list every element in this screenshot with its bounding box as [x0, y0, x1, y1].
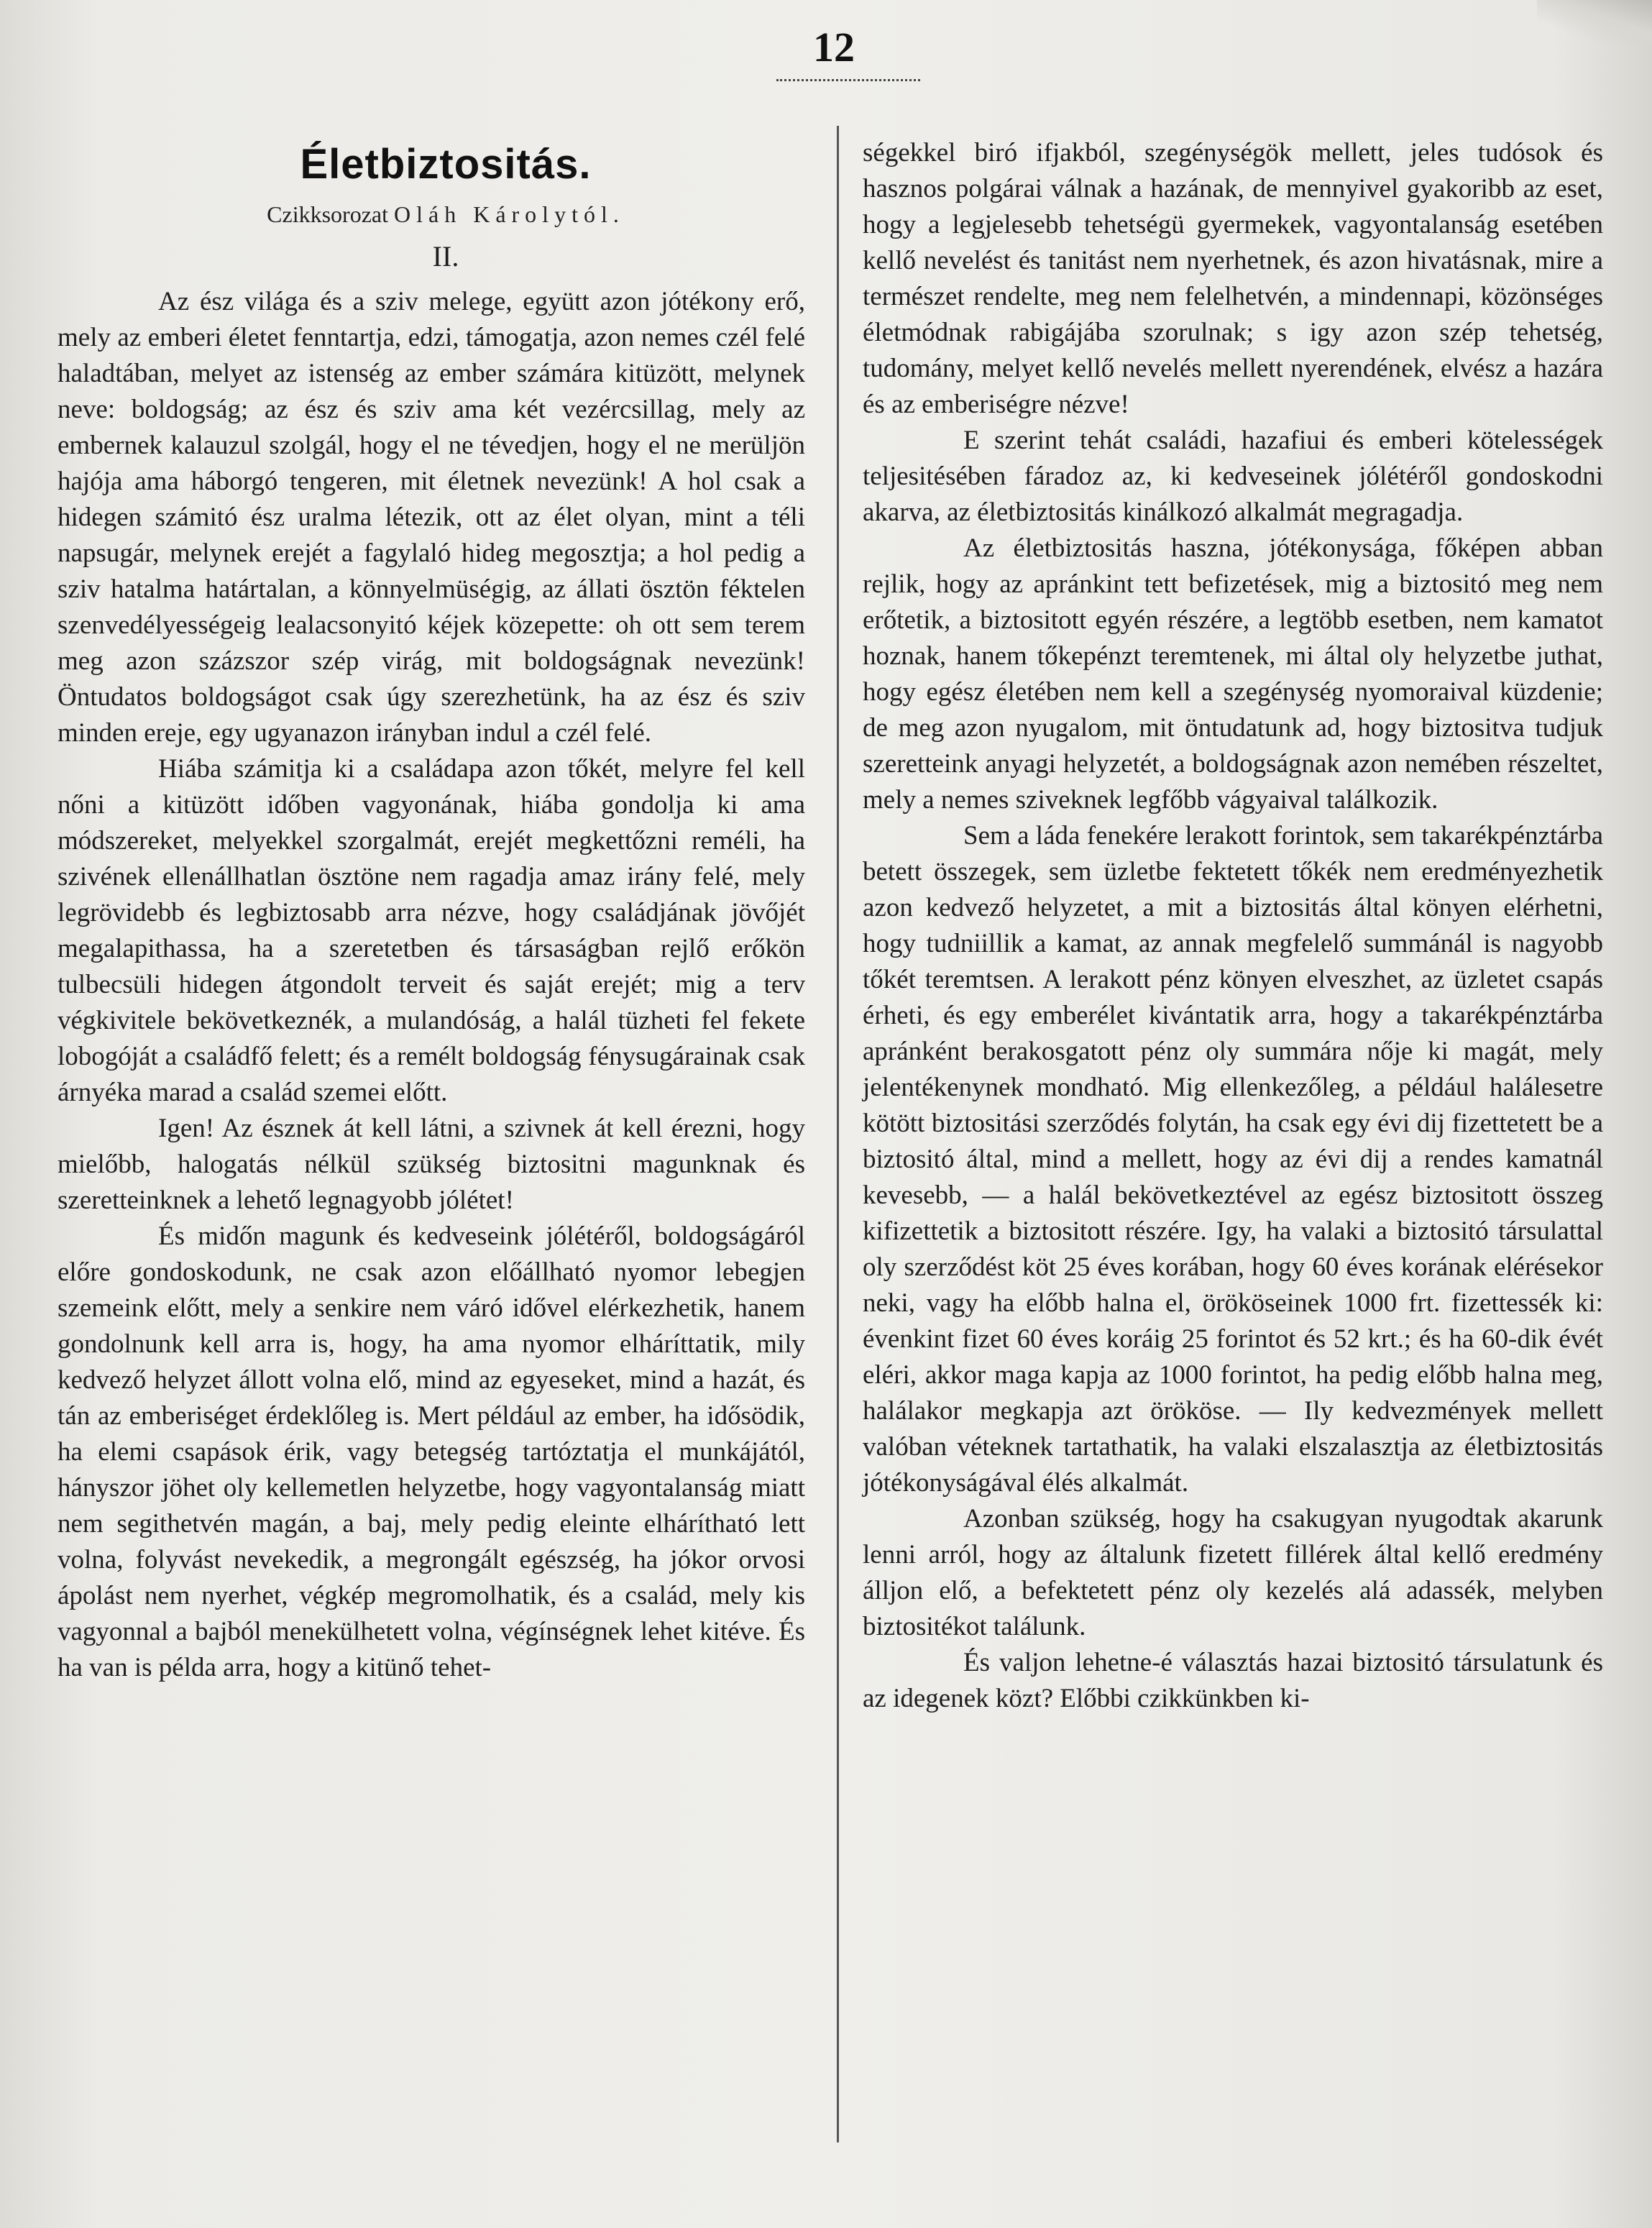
page-corner-fold	[1537, 0, 1652, 43]
column-divider	[837, 126, 839, 2142]
left-column	[58, 284, 805, 1686]
right-column	[863, 135, 1603, 1717]
paragraph: És valjon lehetne-é választás hazai biztositó társulatunk és az idegenek közt? Előbbi czikkünkben ki-	[863, 1648, 1603, 1713]
subtitle-prefix: Czikksorozat	[267, 201, 388, 227]
paragraph: ségekkel biró ifjakból, szegénységök mellett, jeles tudósok és hasznos polgárai válnak a hazának, de mennyivel gyakoribb az eset, hogy a legjelesebb tehetségü gyermekek, vagyontalanság esetében kellő nevelést és tanitást nem nyerhetnek, és azon hivatásnak, mire a természet rendelte, meg nem felelhetvén, a mindennapi, közönséges életmódnak rabigájába szorulnak; s igy azon szép tehetség, tudomány, melyet kellő nevelés mellett nyerendének, elvész a hazára és az emberiségre nézve!	[863, 138, 1603, 419]
page-number-ornament	[776, 70, 920, 81]
section-number: II.	[432, 240, 459, 272]
paragraph: Igen! Az észnek át kell látni, a szivnek át kell érezni, hogy mielőbb, halogatás nélkül szükség biztositni magunknak és szeretteinknek a lehető legnagyobb jólétet!	[58, 1114, 805, 1215]
page-number: 12	[813, 24, 855, 70]
paragraph: És midőn magunk és kedveseink jólétéről, boldogságáról előre gondoskodunk, ne csak azon előállható nyomor lebegjen szemeink előtt, mely a senkire nem váró idővel elérkezhetik, hanem gondolnunk kell arra is, hogy, ha ama nyomor elháríttatik, mily kedvező helyzet állott volna elő, mind az egyeseket, mind a hazát, és tán az emberiséget érdeklőleg is. Mert például az ember, ha idősödik, ha elemi csapások érik, vagy betegség tartóztatja el munkájától, hányszor jöhet oly kellemetlen helyzetbe, hogy vagyontalanság miatt nem segithetvén magán, a baj, mely pedig eleinte elhárítható lett volna, folyvást nevekedik, a megrongált egészség, ha jókor orvosi ápolást nem nyerhet, végkép megromolhatik, és a család, mely kis vagyonnal a bajból menekülhetett volna, végínségnek lehet kitéve. És ha van is példa arra, hogy a kitünő tehet-	[58, 1221, 805, 1682]
paragraph: E szerint tehát családi, hazafiui és emberi kötelességek teljesitésében fáradoz az, ki kedveseinek jólétéről gondoskodni akarva, az életbiztositás kinálkozó alkalmát megragadja.	[863, 426, 1603, 527]
article-title: Életbiztositás.	[300, 141, 592, 188]
paragraph: Az ész világa és a sziv melege, együtt azon jótékony erő, mely az emberi életet fenntartja, edzi, támogatja, azon nemes czél felé haladtában, melyet az istenség az ember számára kitüzött, melynek neve: boldogság; az ész és sziv ama két vezércsillag, mely az embernek kalauzul szolgál, hogy el ne tévedjen, hogy el ne merüljön hajója ama háborgó tengeren, mit életnek nevezünk! A hol csak a hidegen számitó ész uralma létezik, ott az élet olyan, mint a téli napsugár, melynek erejét a fagylaló hideg megosztja; a hol pedig a sziv hatalma határtalan, a könnyelmüségig, az állati ösztön féktelen szenvedélyességeig lealacsonyitó kéjek közepette: oh ott sem terem meg azon százszor szép virág, mit boldogságnak nevezünk! Öntudatos boldogságot csak úgy szerezhetünk, ha az ész és sziv minden ereje, egy ugyanazon irányban indul a czél felé.	[58, 287, 805, 748]
article-author: Oláh Károlytól.	[394, 201, 625, 227]
paragraph: Az életbiztositás haszna, jótékonysága, főképen abban rejlik, hogy az apránkint tett befizetések, mig a biztositó meg nem erőtetik, a biztositott egyén részére, a legtöbb esetben, nem kamatot hoznak, hanem tőkepénzt teremtenek, mi által oly helyzetbe juthat, hogy egész életében nem kell a szegénység nyomoraival küzdenie; de meg azon nyugalom, mit öntudatunk ad, hogy biztositva tudjuk szeretteink anyagi helyzetét, a boldogságnak azon nemében részeltet, mely a nemes sziveknek legfőbb vágyaival találkozik.	[863, 533, 1603, 815]
article-subtitle	[237, 201, 654, 228]
paragraph: Sem a láda fenekére lerakott forintok, sem takarékpénztárba betett összegek, sem üzletbe fektetett tőkék nem eredményezhetik azon kedvező helyzetet, a mit a biztositás által könyen elérhetni, hogy tudniillik a kamat, az annak megfelelő summánál is nagyobb tőkét teremtsen. A lerakott pénz könyen elveszhet, az üzletet csapás érheti, és egy emberélet kivántatik arra, hogy a takarékpénztárba apránként berakosgatott pénz oly summára nője ki magát, mely jelentékenynek mondható. Mig ellenkezőleg, a például halálesetre kötött biztositási szerződés folytán, ha csak egy évi dij fizettetett be a biztositó által, mind a mellett, hogy az évi dij a rendes kamatnál kevesebb, — a halál bekövetkeztével az egész biztositott összeg kifizettetik a biztositott részére. Igy, ha valaki a biztositó társulattal oly szerződést köt 25 éves korában, hogy 60 éves korának elérésekor neki, vagy ha előbb halna el, örököseinek 1000 frt. fizettessék ki: évenkint fizet 60 éves koráig 25 forintot és 52 krt.; és ha 60-dik évét eléri, akkor maga kapja az 1000 forintot, ha pedig előbb halna meg, halálakor megkapja azt örököse. — Ily kedvezmények mellett valóban véteknek tartathatik, ha valaki elszalasztja az életbiztositás jótékonyságával élés alkalmát.	[863, 821, 1603, 1498]
paragraph: Hiába számitja ki a családapa azon tőkét, melyre fel kell nőni a kitüzött időben vagyonának, hiába gondolja ki ama módszereket, melyekkel szorgalmát, erejét megkettőzni reméli, ha szivének ellenállhatlan ösztöne nem ragadja amaz irány felé, mely legrövidebb és legbiztosabb arra nézve, hogy családjának jövőjét megalapithassa, ha a szeretetben és társaságban rejlő erőkön tulbecsüli hidegen átgondolt terveit és saját erejét; mig a terv végkivitele bekövetkeznék, a mulandóság, a halál tüzheti fel fekete lobogóját a családfő felett; és a remélt boldogság fénysugárainak csak árnyéka marad a család szemei előtt.	[58, 754, 805, 1107]
paragraph: Azonban szükség, hogy ha csakugyan nyugodtak akarunk lenni arról, hogy az általunk fizetett fillérek által kellő eredmény álljon elő, a befektetett pénz oly kezelés alá adassék, melyben biztositékot találunk.	[863, 1504, 1603, 1641]
